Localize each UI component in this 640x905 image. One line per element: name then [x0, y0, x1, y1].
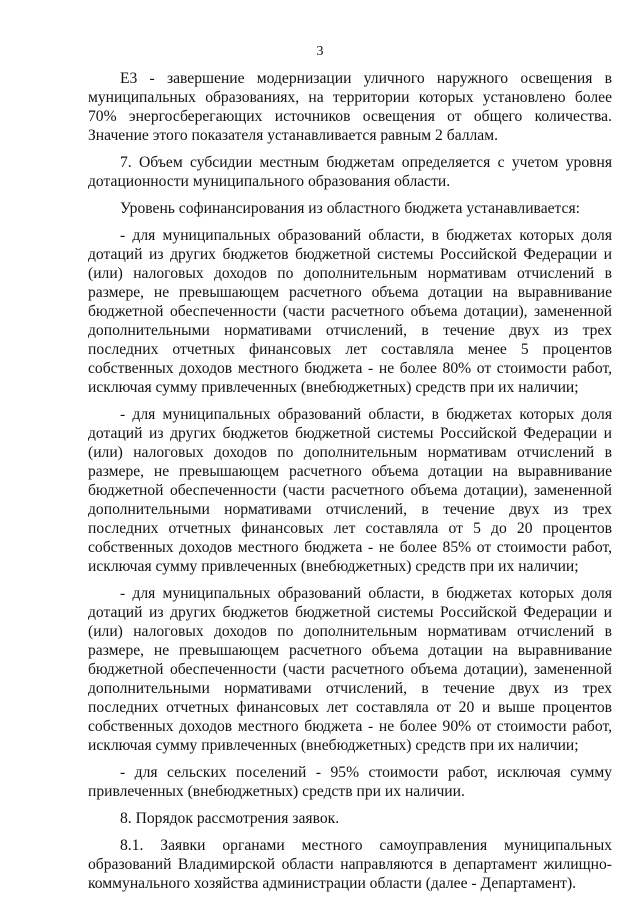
paragraph-applications-8-1: 8.1. Заявки органами местного самоуправления муниципальных образований Владимирской области направляются в департамент жилищно-коммунального хозяйства администрации области (далее - Департамент). — [88, 837, 612, 892]
paragraph-cofinancing-90: - для муниципальных образований области, в бюджетах которых доля дотаций из других бюджетов бюджетной системы Российской Федерации и (или) налоговых доходов по дополнительным нормативам отчислений в размере, не превышающем расчетного объема дотации на выравнивание бюджетной обеспеченности (части расчетного объема дотации), замененной дополнительными нормативами отчислений, в течение двух из трех последних отчетных финансовых лет составляла от 20 и выше процентов собственных доходов местного бюджета - не более 90% от стоимости работ, исключая сумму привлеченных (внебюджетных) средств при их наличии; — [88, 585, 612, 754]
paragraph-subsidy-volume: 7. Объем субсидии местным бюджетам определяется с учетом уровня дотационности муниципального образования области. — [88, 154, 612, 190]
paragraph-cofinancing-95: - для сельских поселений - 95% стоимости работ, исключая сумму привлеченных (внебюджетных) средств при их наличии. — [88, 764, 612, 800]
page-number: 3 — [316, 44, 324, 59]
paragraph-cofinancing-level: Уровень софинансирования из областного бюджета устанавливается: — [120, 200, 580, 217]
document-body — [88, 69, 612, 893]
section-heading-applications: 8. Порядок рассмотрения заявок. — [120, 810, 340, 827]
paragraph-e3-indicator: Е3 - завершение модернизации уличного наружного освещения в муниципальных образованиях, на территории которых установлено более 70% энергосберегающих источников освещения от общего количества. Значение этого показателя устанавливается равным 2 баллам. — [88, 70, 612, 144]
paragraph-cofinancing-85: - для муниципальных образований области, в бюджетах которых доля дотаций из других бюджетов бюджетной системы Российской Федерации и (или) налоговых доходов по дополнительным нормативам отчислений в размере, не превышающем расчетного объема дотации на выравнивание бюджетной обеспеченности (части расчетного объема дотации), замененной дополнительными нормативами отчислений, в течение двух из трех последних отчетных финансовых лет составляла от 5 до 20 процентов собственных доходов местного бюджета - не более 85% от стоимости работ, исключая сумму привлеченных (внебюджетных) средств при их наличии; — [88, 406, 612, 575]
paragraph-cofinancing-80: - для муниципальных образований области, в бюджетах которых доля дотаций из других бюджетов бюджетной системы Российской Федерации и (или) налоговых доходов по дополнительным нормативам отчислений в размере, не превышающем расчетного объема дотации на выравнивание бюджетной обеспеченности (части расчетного объема дотации), замененной дополнительными нормативами отчислений, в течение двух из трех последних отчетных финансовых лет составляла менее 5 процентов собственных доходов местного бюджета - не более 80% от стоимости работ, исключая сумму привлеченных (внебюджетных) средств при их наличии; — [88, 227, 612, 396]
